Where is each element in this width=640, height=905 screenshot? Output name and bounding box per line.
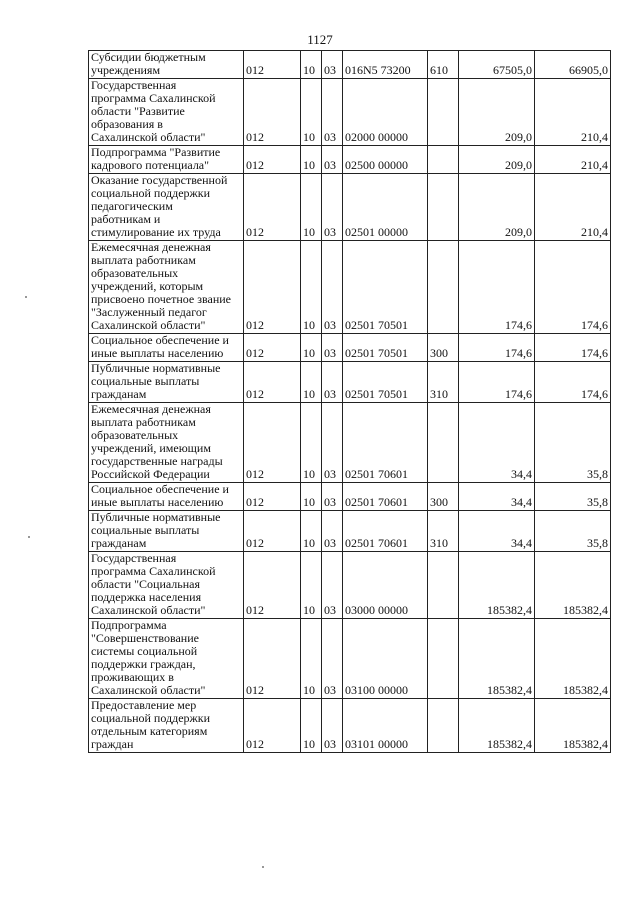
cell-name (89, 403, 244, 483)
cell-pr: 03 (322, 699, 343, 753)
cell-sum-year2: 185382,4 (535, 699, 611, 753)
cell-csr: 02500 00000 (343, 146, 428, 174)
cell-vr: 310 (428, 362, 459, 403)
name-line: Оказание государственной (91, 173, 228, 187)
cell-vr: 300 (428, 483, 459, 511)
cell-name (89, 552, 244, 619)
cell-csr: 02501 70501 (343, 362, 428, 403)
cell-pr: 03 (322, 483, 343, 511)
cell-pr: 03 (322, 174, 343, 241)
cell-sum-year1: 174,6 (459, 241, 535, 334)
page-number: 1127 (307, 32, 333, 47)
cell-rz: 10 (301, 241, 322, 334)
name-line: выплата работникам (91, 415, 196, 429)
cell-sum-year1: 209,0 (459, 146, 535, 174)
budget-table-body (89, 51, 611, 753)
cell-rz: 10 (301, 334, 322, 362)
name-line: Подпрограмма "Развитие (91, 145, 221, 159)
cell-pr: 03 (322, 511, 343, 552)
cell-rz: 10 (301, 79, 322, 146)
cell-rz: 10 (301, 51, 322, 79)
cell-sum-year2: 35,8 (535, 511, 611, 552)
name-line: проживающих в (91, 670, 174, 684)
cell-ved: 012 (244, 146, 301, 174)
name-line: социальной поддержки (91, 186, 211, 200)
cell-rz: 10 (301, 699, 322, 753)
name-line: образовательных (91, 428, 179, 442)
cell-name (89, 334, 244, 362)
cell-ved: 012 (244, 174, 301, 241)
cell-name (89, 174, 244, 241)
cell-vr (428, 79, 459, 146)
cell-ved: 012 (244, 619, 301, 699)
name-line: "Совершенствование (91, 631, 199, 645)
cell-csr: 03101 00000 (343, 699, 428, 753)
scan-speck (25, 296, 27, 298)
name-line: Сахалинской области" (91, 318, 206, 332)
cell-ved: 012 (244, 403, 301, 483)
name-line: Ежемесячная денежная (91, 402, 211, 416)
cell-name (89, 699, 244, 753)
cell-pr: 03 (322, 619, 343, 699)
name-line: социальные выплаты (91, 523, 200, 537)
cell-pr: 03 (322, 79, 343, 146)
name-line: программа Сахалинской (91, 91, 216, 105)
cell-vr (428, 699, 459, 753)
name-line: учреждениям (91, 63, 161, 77)
cell-sum-year2: 210,4 (535, 146, 611, 174)
cell-csr: 03000 00000 (343, 552, 428, 619)
name-line: Предоставление мер (91, 698, 197, 712)
cell-sum-year1: 185382,4 (459, 619, 535, 699)
name-line: Социальное обеспечение и (91, 482, 229, 496)
name-line: государственные награды (91, 454, 223, 468)
cell-rz: 10 (301, 511, 322, 552)
budget-table (88, 50, 611, 753)
name-line: Государственная (91, 551, 177, 565)
cell-rz: 10 (301, 146, 322, 174)
cell-sum-year1: 174,6 (459, 362, 535, 403)
cell-csr: 02501 70601 (343, 511, 428, 552)
name-line: Сахалинской области" (91, 603, 206, 617)
name-line: поддержки граждан, (91, 657, 196, 671)
cell-rz: 10 (301, 403, 322, 483)
cell-vr: 300 (428, 334, 459, 362)
cell-rz: 10 (301, 552, 322, 619)
cell-csr: 02501 70601 (343, 483, 428, 511)
cell-sum-year2: 174,6 (535, 334, 611, 362)
name-line: работникам и (91, 212, 161, 226)
name-line: программа Сахалинской (91, 564, 216, 578)
name-line: социальные выплаты (91, 374, 200, 388)
cell-rz: 10 (301, 174, 322, 241)
name-line: области "Развитие (91, 104, 185, 118)
table-row (89, 79, 611, 146)
cell-csr: 02501 00000 (343, 174, 428, 241)
cell-sum-year1: 185382,4 (459, 552, 535, 619)
table-row (89, 552, 611, 619)
cell-csr: 02501 70501 (343, 334, 428, 362)
cell-vr (428, 403, 459, 483)
cell-sum-year2: 174,6 (535, 241, 611, 334)
table-row (89, 483, 611, 511)
cell-ved: 012 (244, 511, 301, 552)
name-line: образования в (91, 117, 163, 131)
name-line: Ежемесячная денежная (91, 240, 211, 254)
cell-ved: 012 (244, 552, 301, 619)
cell-pr: 03 (322, 362, 343, 403)
cell-vr: 310 (428, 511, 459, 552)
table-row (89, 403, 611, 483)
name-line: педагогическим (91, 199, 173, 213)
cell-ved: 012 (244, 483, 301, 511)
name-line: гражданам (91, 387, 147, 401)
cell-pr: 03 (322, 552, 343, 619)
cell-name (89, 619, 244, 699)
cell-sum-year2: 174,6 (535, 362, 611, 403)
cell-csr: 02501 70501 (343, 241, 428, 334)
name-line: кадрового потенциала" (91, 158, 210, 172)
name-line: граждан (91, 737, 134, 751)
table-row (89, 362, 611, 403)
cell-name (89, 511, 244, 552)
name-line: Сахалинской области" (91, 130, 206, 144)
table-row (89, 699, 611, 753)
name-line: области "Социальная (91, 577, 201, 591)
cell-csr: 03100 00000 (343, 619, 428, 699)
cell-vr (428, 619, 459, 699)
cell-pr: 03 (322, 334, 343, 362)
name-line: присвоено почетное звание (91, 292, 232, 306)
cell-sum-year2: 210,4 (535, 79, 611, 146)
table-row (89, 146, 611, 174)
cell-vr (428, 241, 459, 334)
table-row (89, 51, 611, 79)
name-line: гражданам (91, 536, 147, 550)
name-line: Социальное обеспечение и (91, 333, 229, 347)
cell-sum-year2: 35,8 (535, 403, 611, 483)
table-row (89, 511, 611, 552)
name-line: выплата работникам (91, 253, 196, 267)
cell-vr (428, 146, 459, 174)
cell-vr: 610 (428, 51, 459, 79)
cell-rz: 10 (301, 483, 322, 511)
cell-sum-year2: 210,4 (535, 174, 611, 241)
table-row (89, 619, 611, 699)
cell-ved: 012 (244, 241, 301, 334)
cell-rz: 10 (301, 362, 322, 403)
cell-ved: 012 (244, 699, 301, 753)
name-line: Государственная (91, 78, 177, 92)
name-line: Российской Федерации (91, 467, 210, 481)
name-line: отдельным категориям (91, 724, 208, 738)
cell-sum-year1: 34,4 (459, 483, 535, 511)
cell-sum-year1: 34,4 (459, 403, 535, 483)
cell-csr: 02501 70601 (343, 403, 428, 483)
cell-sum-year1: 185382,4 (459, 699, 535, 753)
name-line: учреждений, которым (91, 279, 204, 293)
table-row (89, 334, 611, 362)
name-line: системы социальной (91, 644, 198, 658)
cell-sum-year1: 67505,0 (459, 51, 535, 79)
cell-pr: 03 (322, 51, 343, 79)
name-line: "Заслуженный педагог (91, 305, 207, 319)
cell-vr (428, 552, 459, 619)
cell-sum-year2: 35,8 (535, 483, 611, 511)
cell-pr: 03 (322, 146, 343, 174)
name-line: Публичные нормативные (91, 361, 221, 375)
name-line: социальной поддержки (91, 711, 211, 725)
cell-sum-year2: 66905,0 (535, 51, 611, 79)
table-row (89, 241, 611, 334)
cell-sum-year1: 209,0 (459, 79, 535, 146)
cell-sum-year2: 185382,4 (535, 619, 611, 699)
scan-speck (262, 866, 264, 868)
cell-name (89, 146, 244, 174)
cell-rz: 10 (301, 619, 322, 699)
cell-sum-year2: 185382,4 (535, 552, 611, 619)
table-row (89, 174, 611, 241)
name-line: иные выплаты населению (91, 495, 224, 509)
cell-sum-year1: 174,6 (459, 334, 535, 362)
cell-vr (428, 174, 459, 241)
cell-ved: 012 (244, 51, 301, 79)
name-line: Субсидии бюджетным (91, 50, 206, 64)
name-line: образовательных (91, 266, 179, 280)
name-line: Сахалинской области" (91, 683, 206, 697)
name-line: стимулирование их труда (91, 225, 221, 239)
cell-name (89, 241, 244, 334)
name-line: поддержка населения (91, 590, 202, 604)
cell-sum-year1: 34,4 (459, 511, 535, 552)
cell-name (89, 362, 244, 403)
cell-csr: 016N5 73200 (343, 51, 428, 79)
name-line: иные выплаты населению (91, 346, 224, 360)
cell-pr: 03 (322, 403, 343, 483)
cell-name (89, 79, 244, 146)
name-line: Подпрограмма (91, 618, 167, 632)
scan-speck (28, 536, 30, 538)
cell-pr: 03 (322, 241, 343, 334)
cell-name (89, 483, 244, 511)
cell-sum-year1: 209,0 (459, 174, 535, 241)
name-line: учреждений, имеющим (91, 441, 211, 455)
cell-ved: 012 (244, 79, 301, 146)
cell-ved: 012 (244, 334, 301, 362)
cell-ved: 012 (244, 362, 301, 403)
name-line: Публичные нормативные (91, 510, 221, 524)
cell-csr: 02000 00000 (343, 79, 428, 146)
cell-name (89, 51, 244, 79)
